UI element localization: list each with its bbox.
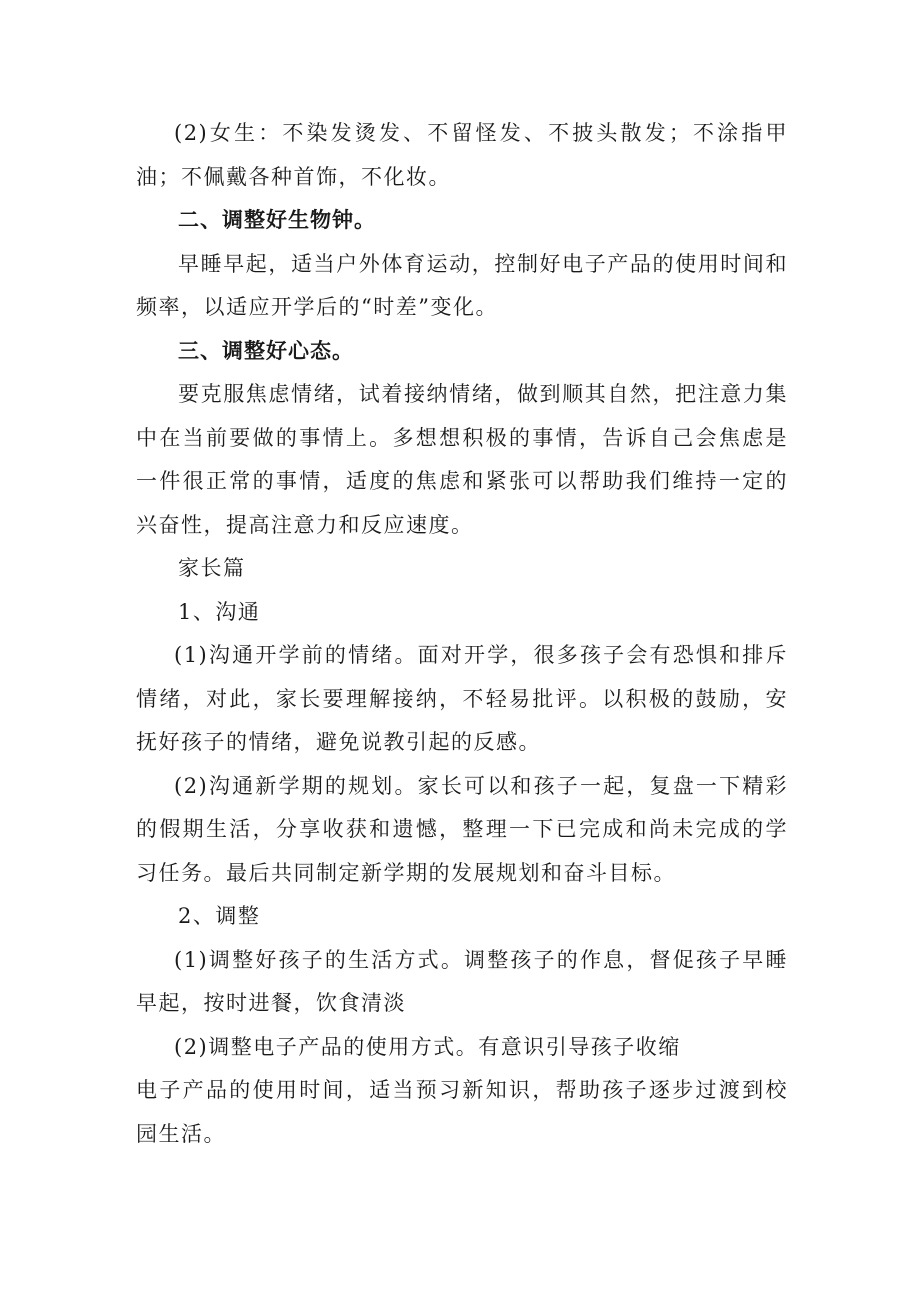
paragraph-communicate-plans: (2)沟通新学期的规划。家长可以和孩子一起，复盘一下精彩的假期生活，分享收获和遗憾，整理一下已完成和尚未完成的学习任务。最后共同制定新学期的发展规划和奋斗目标。: [136, 773, 788, 885]
subsection-adjustment: 2、调整: [178, 904, 261, 928]
paragraph-mindset: 要克服焦虑情绪，试着接纳情绪，做到顺其自然，把注意力集中在当前要做的事情上。多想想积极的事情，告诉自己会焦虑是一件很正常的事情，适度的焦虑和紧张可以帮助我们维持一定的兴奋性，提高注意力和反应速度。: [136, 382, 788, 537]
section-title-parents: 家长篇: [178, 556, 246, 580]
paragraph-adjust-electronics-cont: 电子产品的使用时间，适当预习新知识，帮助孩子逐步过渡到校园生活。: [136, 1078, 788, 1146]
paragraph-biological-clock: 早睡早起，适当户外体育运动，控制好电子产品的使用时间和频率，以适应开学后的“时差”变化。: [136, 251, 788, 319]
document-body: [136, 112, 788, 1156]
paragraph-female-dress-code: (2)女生：不染发烫发、不留怪发、不披头散发；不涂指甲油；不佩戴各种首饰，不化妆。: [136, 121, 788, 189]
subsection-communication: 1、沟通: [178, 599, 261, 624]
paragraph-adjust-lifestyle: (1)调整好孩子的生活方式。调整孩子的作息，督促孩子早睡早起，按时进餐，饮食清淡: [136, 947, 788, 1015]
paragraph-adjust-electronics-line1: (2)调整电子产品的使用方式。有意识引导孩子收缩: [174, 1034, 681, 1059]
paragraph-communicate-emotions: (1)沟通开学前的情绪。面对开学，很多孩子会有恐惧和排斥情绪，对此，家长要理解接纳，不轻易批评。以积极的鼓励，安抚好孩子的情绪，避免说教引起的反感。: [136, 643, 788, 754]
heading-biological-clock: 二、调整好生物钟。: [178, 208, 376, 232]
heading-mindset: 三、调整好心态。: [178, 338, 354, 363]
